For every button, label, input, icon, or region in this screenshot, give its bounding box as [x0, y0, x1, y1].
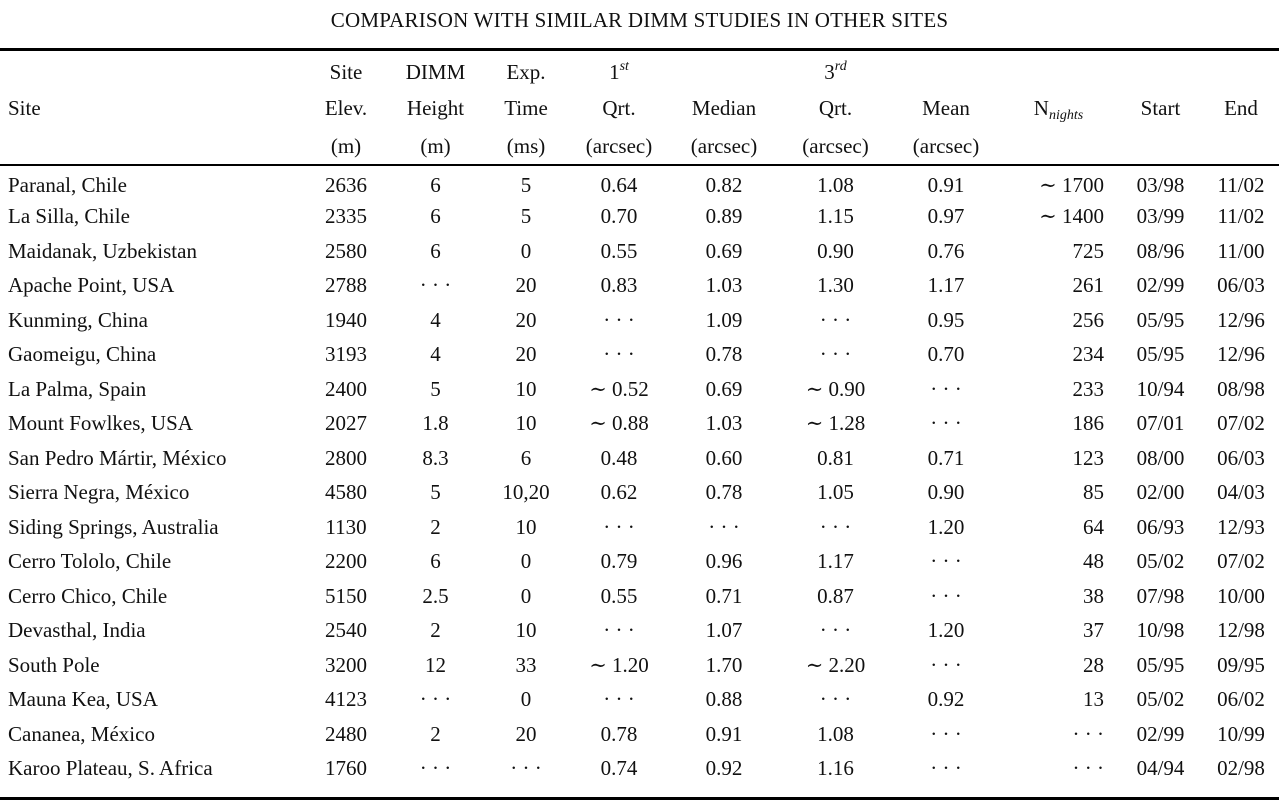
unit-dimm-height: (m) — [420, 133, 451, 158]
cell-median: 0.96 — [705, 549, 743, 574]
cell-end: 09/95 — [1217, 652, 1265, 677]
cell-q3: 1.05 — [817, 480, 854, 505]
cell-start: 02/99 — [1136, 721, 1185, 746]
cell-start: 06/93 — [1136, 514, 1185, 539]
cell-nights: 256 — [1072, 307, 1104, 332]
cell-q3: 1.15 — [817, 204, 854, 229]
cell-q1: · · · — [603, 342, 635, 367]
cell-dimm-height: · · · — [419, 756, 452, 781]
cell-dimm-height: · · · — [419, 687, 452, 712]
table-row — [0, 476, 1279, 511]
cell-site-elev: 1130 — [325, 514, 367, 539]
cell-median: 0.69 — [705, 238, 743, 263]
cell-site: Devasthal, India — [8, 618, 146, 643]
table-row — [0, 579, 1279, 614]
cell-nights: 234 — [1072, 342, 1104, 367]
cell-start: 07/01 — [1136, 411, 1185, 436]
cell-median: 1.70 — [705, 652, 743, 677]
cell-q1: ∼ 0.88 — [589, 411, 649, 436]
cell-q1: ∼ 1.20 — [589, 652, 649, 677]
cell-site-elev: 1940 — [325, 307, 367, 332]
cell-end: 11/00 — [1217, 238, 1265, 263]
cell-mean: 1.17 — [927, 273, 965, 298]
cell-site-elev: 2480 — [325, 721, 367, 746]
cell-q3: 1.08 — [817, 172, 854, 197]
table-header — [0, 51, 1279, 165]
cell-q3: 1.16 — [817, 756, 854, 781]
table-row — [0, 545, 1279, 580]
col-start: Start — [1140, 95, 1181, 120]
cell-mean: 0.90 — [927, 480, 965, 505]
cell-start: 04/94 — [1136, 756, 1185, 781]
dimm-comparison-table — [0, 51, 1279, 786]
cell-mean: 0.95 — [927, 307, 965, 332]
cell-end: 07/02 — [1217, 411, 1265, 436]
cell-site: Paranal, Chile — [8, 172, 127, 197]
cell-start: 05/02 — [1136, 687, 1185, 712]
unit-median: (arcsec) — [690, 133, 758, 158]
cell-exp-time: 20 — [515, 307, 537, 332]
cell-site: Cerro Chico, Chile — [8, 583, 168, 608]
cell-q3: ∼ 1.28 — [805, 411, 866, 436]
cell-q3: · · · — [819, 307, 852, 332]
cell-nights: · · · — [1072, 721, 1104, 746]
col-mean: Mean — [922, 95, 970, 120]
cell-end: 12/98 — [1217, 618, 1265, 643]
cell-q3: 1.08 — [817, 721, 854, 746]
cell-site: La Silla, Chile — [8, 204, 130, 229]
header-row-1 — [0, 51, 1279, 89]
cell-q3: · · · — [819, 618, 852, 643]
cell-start: 05/95 — [1136, 652, 1185, 677]
table-row — [0, 683, 1279, 718]
cell-q1: 0.70 — [600, 204, 638, 229]
cell-site: Gaomeigu, China — [8, 342, 157, 367]
cell-median: 0.91 — [705, 721, 743, 746]
cell-start: 05/02 — [1136, 549, 1185, 574]
cell-start: 08/96 — [1136, 238, 1185, 263]
cell-start: 07/98 — [1136, 583, 1185, 608]
col-site-elev-h2: Elev. — [324, 95, 368, 120]
cell-mean: 0.76 — [927, 238, 965, 263]
cell-site-elev: 2200 — [325, 549, 367, 574]
cell-start: 05/95 — [1136, 307, 1185, 332]
cell-start: 02/00 — [1136, 480, 1185, 505]
cell-exp-time: 10 — [515, 618, 537, 643]
cell-end: 08/98 — [1217, 376, 1265, 401]
col-dimm-height-h1: DIMM — [405, 59, 466, 84]
cell-end: 12/93 — [1217, 514, 1265, 539]
cell-nights: 123 — [1072, 445, 1104, 470]
cell-median: 1.07 — [705, 618, 743, 643]
col-site-elev-h1: Site — [329, 59, 363, 84]
table-row — [0, 234, 1279, 269]
table-row — [0, 510, 1279, 545]
col-site: Site — [8, 95, 41, 120]
col-q3-h1: 3rd — [824, 58, 847, 84]
cell-nights: 37 — [1083, 618, 1104, 643]
cell-q1: · · · — [603, 687, 635, 712]
header-row-2 — [0, 89, 1279, 127]
cell-dimm-height: 6 — [430, 238, 441, 263]
cell-site-elev: 2027 — [325, 411, 367, 436]
cell-site: La Palma, Spain — [8, 376, 147, 401]
cell-mean: 1.20 — [927, 618, 965, 643]
col-exp-time-h2: Time — [504, 95, 548, 120]
cell-site: Siding Springs, Australia — [8, 514, 219, 539]
cell-mean: · · · — [930, 376, 962, 401]
cell-end: 02/98 — [1217, 756, 1265, 781]
cell-median: 0.88 — [705, 687, 743, 712]
cell-q1: 0.78 — [600, 721, 638, 746]
cell-exp-time: 0 — [520, 549, 532, 574]
cell-dimm-height: 12 — [425, 652, 446, 677]
cell-nights: 85 — [1083, 480, 1104, 505]
cell-exp-time: 10 — [515, 514, 537, 539]
cell-nights: 233 — [1072, 376, 1104, 401]
cell-site: Sierra Negra, México — [8, 480, 190, 505]
cell-exp-time: · · · — [510, 756, 542, 781]
cell-nights: 48 — [1083, 549, 1104, 574]
cell-site: San Pedro Mártir, México — [8, 445, 227, 470]
cell-site: Kunming, China — [8, 307, 148, 332]
cell-start: 10/98 — [1136, 618, 1185, 643]
cell-site: Karoo Plateau, S. Africa — [8, 756, 213, 781]
col-nights: $N_{nights}$ — [1033, 95, 1084, 123]
cell-site-elev: 2636 — [325, 172, 367, 197]
cell-exp-time: 33 — [515, 652, 537, 677]
cell-q1: 0.83 — [600, 273, 638, 298]
cell-dimm-height: 5 — [430, 376, 441, 401]
cell-site-elev: 2400 — [325, 376, 367, 401]
cell-q1: 0.79 — [600, 549, 638, 574]
cell-nights: 13 — [1083, 687, 1104, 712]
cell-site-elev: 2580 — [325, 238, 367, 263]
cell-exp-time: 0 — [520, 583, 532, 608]
cell-q3: · · · — [819, 687, 852, 712]
table-row — [0, 372, 1279, 407]
table-row — [0, 441, 1279, 476]
cell-site-elev: 2800 — [325, 445, 367, 470]
cell-end: 11/02 — [1217, 172, 1265, 197]
cell-nights: 186 — [1072, 411, 1104, 436]
cell-dimm-height: 2 — [430, 514, 441, 539]
cell-mean: 0.92 — [927, 687, 965, 712]
cell-q3: ∼ 0.90 — [805, 376, 866, 401]
cell-mean: · · · — [930, 549, 962, 574]
cell-median: 1.03 — [705, 411, 743, 436]
cell-q1: 0.55 — [600, 238, 638, 263]
cell-exp-time: 10,20 — [502, 480, 550, 505]
table-row — [0, 165, 1279, 200]
cell-start: 05/95 — [1136, 342, 1185, 367]
cell-dimm-height: 8.3 — [422, 445, 449, 470]
cell-median: 0.78 — [705, 480, 743, 505]
unit-q1: (arcsec) — [585, 133, 653, 158]
table-row — [0, 269, 1279, 304]
cell-q1: 0.62 — [600, 480, 638, 505]
unit-site-elev: (m) — [330, 133, 362, 158]
cell-dimm-height: · · · — [419, 273, 452, 298]
cell-exp-time: 10 — [515, 411, 537, 436]
cell-q3: 1.30 — [817, 273, 854, 298]
table-row — [0, 338, 1279, 373]
table-row — [0, 303, 1279, 338]
cell-dimm-height: 2.5 — [422, 583, 449, 608]
cell-q1: 0.74 — [600, 756, 638, 781]
cell-site: Mauna Kea, USA — [8, 687, 158, 712]
bottom-rule — [0, 797, 1279, 800]
cell-median: 0.60 — [705, 445, 743, 470]
col-dimm-height-h2: Height — [406, 95, 465, 120]
cell-median: 1.09 — [705, 307, 743, 332]
cell-site: Cerro Tololo, Chile — [8, 549, 172, 574]
cell-site-elev: 3200 — [325, 652, 367, 677]
cell-q1: · · · — [603, 618, 635, 643]
cell-dimm-height: 6 — [430, 204, 441, 229]
cell-q1: ∼ 0.52 — [589, 376, 649, 401]
cell-mean: 1.20 — [927, 514, 965, 539]
col-end: End — [1224, 95, 1258, 120]
cell-site-elev: 4123 — [325, 687, 367, 712]
cell-nights: 28 — [1083, 652, 1104, 677]
cell-median: 0.69 — [705, 376, 743, 401]
col-q1-h2: Qrt. — [602, 95, 636, 120]
cell-median: 0.78 — [705, 342, 743, 367]
cell-site-elev: 2788 — [325, 273, 367, 298]
cell-dimm-height: 5 — [430, 480, 441, 505]
cell-mean: 0.91 — [927, 172, 965, 197]
cell-end: 04/03 — [1217, 480, 1265, 505]
cell-end: 12/96 — [1217, 342, 1265, 367]
cell-end: 06/02 — [1217, 687, 1265, 712]
cell-end: 06/03 — [1217, 445, 1265, 470]
cell-site: Mount Fowlkes, USA — [8, 411, 193, 436]
cell-site-elev: 2335 — [325, 204, 367, 229]
cell-dimm-height: 2 — [430, 618, 441, 643]
table-body — [0, 165, 1279, 786]
cell-mean: · · · — [930, 721, 962, 746]
col-q1-h1: 1st — [609, 58, 629, 84]
cell-q3: 0.90 — [817, 238, 854, 263]
cell-start: 02/99 — [1136, 273, 1185, 298]
cell-dimm-height: 1.8 — [422, 411, 449, 436]
unit-q3: (arcsec) — [802, 133, 869, 158]
cell-mean: · · · — [930, 411, 962, 436]
cell-dimm-height: 6 — [430, 172, 441, 197]
cell-nights: ∼ 1700 — [1039, 172, 1104, 197]
cell-start: 08/00 — [1136, 445, 1185, 470]
cell-mean: 0.97 — [927, 204, 965, 229]
cell-end: 12/96 — [1217, 307, 1265, 332]
cell-exp-time: 20 — [515, 273, 537, 298]
cell-q1: · · · — [603, 307, 635, 332]
unit-exp-time: (ms) — [506, 133, 546, 158]
cell-site-elev: 2540 — [325, 618, 367, 643]
cell-site: South Pole — [8, 652, 100, 677]
cell-q3: 0.81 — [817, 445, 854, 470]
table-row — [0, 200, 1279, 235]
cell-site-elev: 4580 — [325, 480, 367, 505]
unit-mean: (arcsec) — [912, 133, 980, 158]
cell-start: 03/98 — [1136, 172, 1185, 197]
col-median: Median — [691, 95, 757, 120]
cell-median: 0.89 — [705, 204, 743, 229]
cell-q3: 1.17 — [817, 549, 854, 574]
table-caption: COMPARISON WITH SIMILAR DIMM STUDIES IN OTHER SITES — [330, 8, 949, 32]
cell-exp-time: 6 — [520, 445, 532, 470]
cell-mean: · · · — [930, 652, 962, 677]
cell-q3: · · · — [819, 514, 852, 539]
cell-site: Maidanak, Uzbekistan — [8, 238, 197, 263]
cell-dimm-height: 4 — [430, 342, 441, 367]
cell-mean: · · · — [930, 583, 962, 608]
cell-end: 10/00 — [1217, 583, 1265, 608]
cell-median: 0.82 — [705, 172, 743, 197]
cell-exp-time: 10 — [515, 376, 537, 401]
cell-q1: 0.64 — [600, 172, 638, 197]
cell-site-elev: 5150 — [325, 583, 367, 608]
cell-q1: 0.48 — [600, 445, 638, 470]
cell-nights: · · · — [1072, 756, 1104, 781]
cell-mean: 0.70 — [927, 342, 965, 367]
cell-exp-time: 0 — [520, 687, 532, 712]
col-exp-time-h1: Exp. — [506, 59, 546, 84]
cell-q3: ∼ 2.20 — [805, 652, 866, 677]
cell-nights: 261 — [1072, 273, 1104, 298]
cell-dimm-height: 4 — [430, 307, 441, 332]
table-row — [0, 752, 1279, 787]
cell-end: 10/99 — [1217, 721, 1265, 746]
table-row — [0, 407, 1279, 442]
cell-median: 0.92 — [705, 756, 743, 781]
cell-site: Apache Point, USA — [8, 273, 175, 298]
cell-exp-time: 5 — [520, 204, 532, 229]
cell-q3: 0.87 — [817, 583, 854, 608]
cell-median: 0.71 — [705, 583, 743, 608]
cell-end: 07/02 — [1217, 549, 1265, 574]
cell-exp-time: 20 — [515, 721, 537, 746]
table-row — [0, 717, 1279, 752]
table-row — [0, 648, 1279, 683]
cell-end: 11/02 — [1217, 204, 1265, 229]
table-row — [0, 614, 1279, 649]
cell-mean: · · · — [930, 756, 962, 781]
cell-q1: · · · — [603, 514, 635, 539]
cell-dimm-height: 2 — [430, 721, 441, 746]
cell-nights: 64 — [1083, 514, 1104, 539]
cell-exp-time: 0 — [520, 238, 532, 263]
cell-exp-time: 20 — [515, 342, 537, 367]
cell-median: · · · — [708, 514, 740, 539]
cell-q3: · · · — [819, 342, 852, 367]
cell-start: 10/94 — [1136, 376, 1185, 401]
header-row-3 — [0, 127, 1279, 165]
cell-site: Cananea, México — [8, 721, 155, 746]
cell-nights: ∼ 1400 — [1039, 204, 1104, 229]
cell-median: 1.03 — [705, 273, 743, 298]
cell-mean: 0.71 — [927, 445, 965, 470]
col-q3-h2: Qrt. — [818, 95, 853, 120]
cell-start: 03/99 — [1136, 204, 1185, 229]
cell-site-elev: 1760 — [325, 756, 367, 781]
cell-end: 06/03 — [1217, 273, 1265, 298]
cell-dimm-height: 6 — [430, 549, 441, 574]
cell-nights: 38 — [1083, 583, 1104, 608]
cell-nights: 725 — [1072, 238, 1104, 263]
cell-site-elev: 3193 — [325, 342, 367, 367]
cell-q1: 0.55 — [600, 583, 638, 608]
cell-exp-time: 5 — [520, 172, 532, 197]
